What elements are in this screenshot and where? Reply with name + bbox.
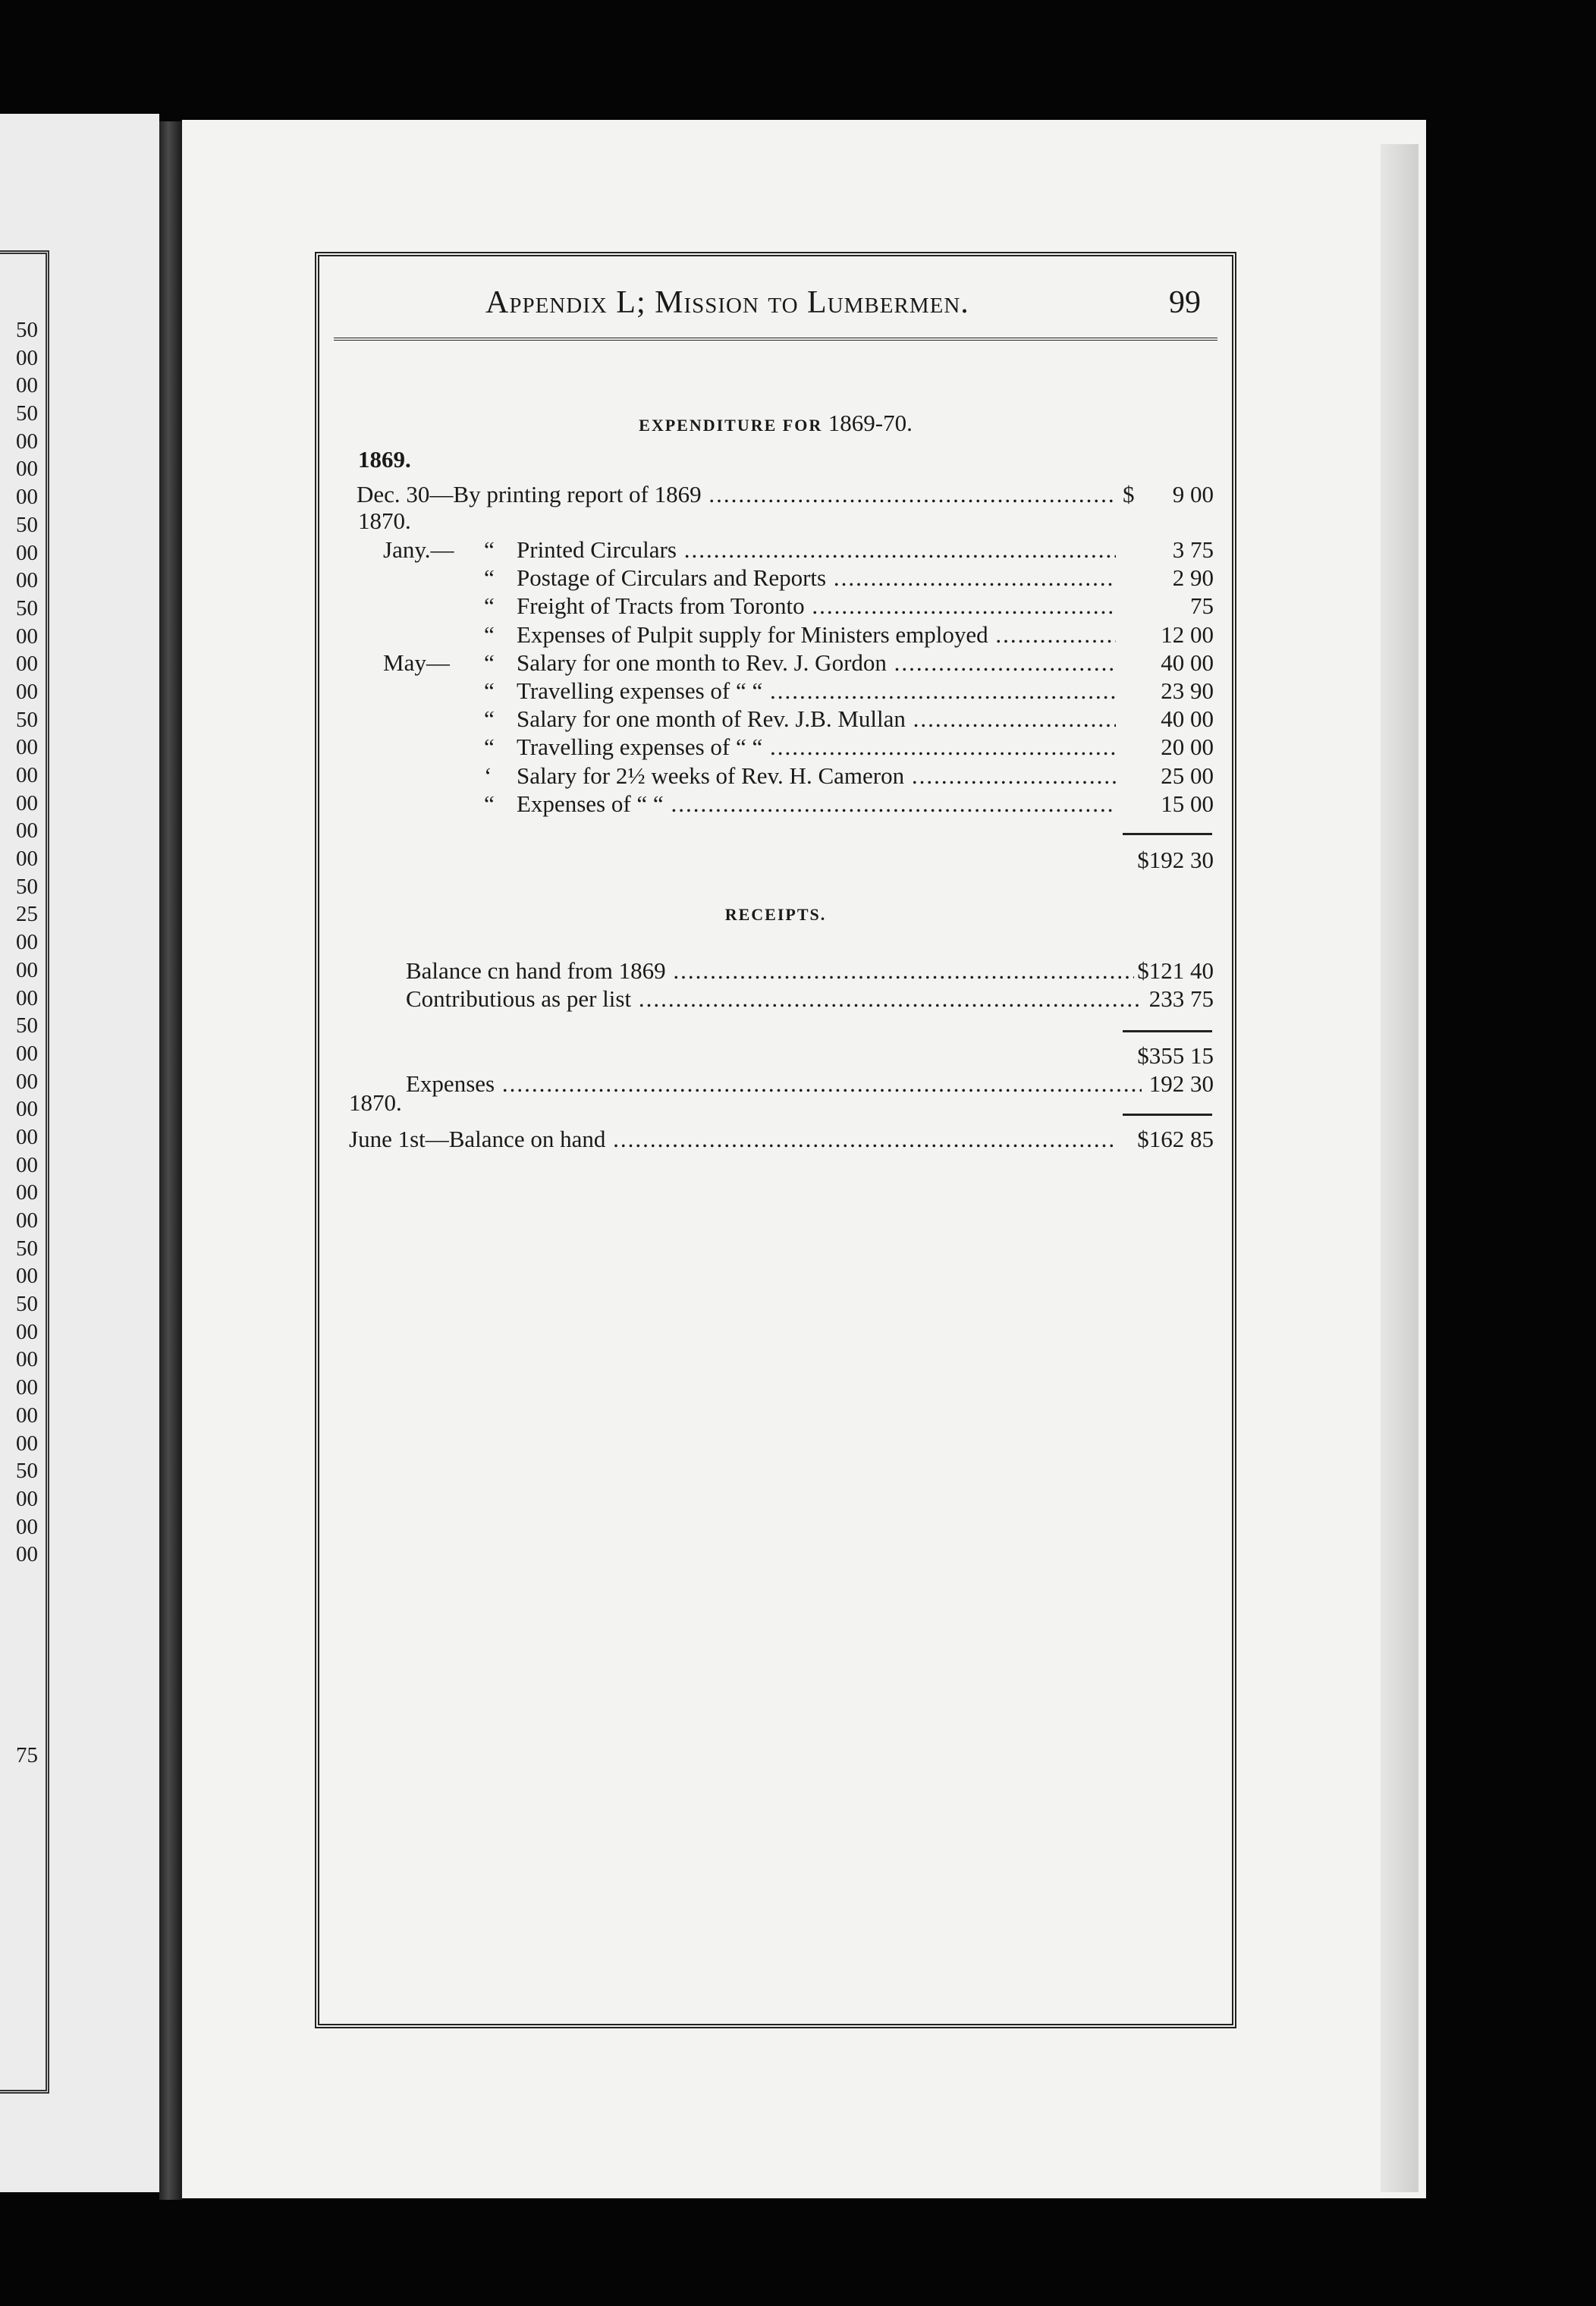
previous-page-amount: 00 bbox=[16, 457, 38, 482]
previous-page-amount: 00 bbox=[16, 568, 38, 593]
previous-page-amount: 00 bbox=[16, 1041, 38, 1066]
previous-page-amount-column bbox=[0, 316, 38, 1569]
expenditure-item-row bbox=[345, 649, 1214, 677]
previous-page-amount: 00 bbox=[16, 1514, 38, 1539]
expenditure-item-row bbox=[345, 705, 1214, 734]
expenditure-item-row bbox=[345, 620, 1214, 649]
currency-sign: $ bbox=[1123, 481, 1135, 507]
previous-page-amount: 00 bbox=[16, 1208, 38, 1233]
expenditure-item-date: May— bbox=[383, 649, 450, 676]
expenditure-item-description: Salary for one month to Rev. J. Gordon ..... bbox=[517, 649, 1116, 677]
receipts-heading: RECEIPTS. bbox=[724, 905, 827, 924]
previous-page-amount: 00 bbox=[16, 373, 38, 398]
book-gutter bbox=[159, 121, 182, 2200]
year-1870: 1870. bbox=[358, 507, 411, 534]
expenditure-item-description: Expenses of Pulpit supply for Ministers employed ..... bbox=[517, 620, 1116, 649]
receipts-contrib-label: Contributious as per list ..... bbox=[406, 985, 1142, 1013]
expenditure-item-row bbox=[345, 677, 1214, 705]
ditto-mark: ‘ bbox=[484, 762, 492, 789]
previous-page-total: 75 bbox=[16, 1743, 38, 1767]
receipts-contrib-amount: 233 75 bbox=[1148, 985, 1214, 1012]
previous-page-amount: 00 bbox=[16, 624, 38, 649]
previous-page-amount: 00 bbox=[16, 1347, 38, 1372]
expenditure-item-amount: 25 00 bbox=[1161, 762, 1214, 789]
previous-page-amount: 00 bbox=[16, 790, 38, 815]
previous-page-amount: 00 bbox=[16, 1486, 38, 1511]
receipts-subtotal-row bbox=[345, 1041, 1214, 1070]
running-head-title: Appendix L; Mission to Lumbermen. bbox=[485, 285, 969, 320]
expenditure-row-amount: 9 00 bbox=[1172, 481, 1214, 507]
receipts-balance-amount: $121 40 bbox=[1134, 957, 1214, 985]
previous-page-amount: 00 bbox=[16, 735, 38, 760]
expenditure-item-amount: 12 00 bbox=[1161, 620, 1214, 648]
previous-page-amount: 00 bbox=[16, 485, 38, 510]
total-rule bbox=[1123, 833, 1212, 835]
previous-page-amount: 00 bbox=[16, 679, 38, 704]
previous-page-amount: 00 bbox=[16, 1319, 38, 1344]
previous-page-amount: 00 bbox=[16, 957, 38, 982]
receipts-final-row bbox=[349, 1125, 1214, 1154]
previous-page-amount: 50 bbox=[16, 1236, 38, 1261]
ditto-mark: “ bbox=[484, 592, 495, 620]
ditto-mark: “ bbox=[484, 677, 495, 704]
expenditure-item-description: Printed Circulars ..... bbox=[517, 536, 1116, 564]
previous-page-amount: 00 bbox=[16, 1097, 38, 1122]
expenditure-item-row bbox=[345, 564, 1214, 592]
previous-page-amount: 00 bbox=[16, 1069, 38, 1094]
page-edge bbox=[1381, 144, 1418, 2192]
expenditure-item-row bbox=[345, 762, 1214, 790]
expenditure-total-row bbox=[345, 846, 1214, 875]
expenditure-item-description: Expenses of “ “ ..... bbox=[517, 790, 1116, 818]
expenditure-item-amount: 75 bbox=[1190, 592, 1214, 620]
receipts-balance-label: Balance cn hand from 1869 ..... bbox=[406, 957, 1164, 985]
previous-page-amount: 50 bbox=[16, 1459, 38, 1484]
expenditure-item-description: Salary for 2½ weeks of Rev. H. Cameron ..... bbox=[517, 762, 1116, 790]
expenditure-item-amount: 40 00 bbox=[1161, 649, 1214, 676]
expenditure-row-printing bbox=[345, 480, 1214, 509]
expenditure-item-description: Travelling expenses of “ “ ..... bbox=[517, 733, 1116, 762]
receipts-expenses-row bbox=[345, 1070, 1214, 1098]
previous-page-amount: 50 bbox=[16, 318, 38, 342]
previous-page-amount: 50 bbox=[16, 1292, 38, 1317]
previous-page-amount: 00 bbox=[16, 345, 38, 370]
previous-page-amount: 00 bbox=[16, 930, 38, 955]
balance-rule bbox=[1123, 1114, 1212, 1116]
previous-page-amount: 50 bbox=[16, 401, 38, 426]
receipts-balance-row bbox=[345, 957, 1214, 985]
previous-page-amount: 50 bbox=[16, 707, 38, 732]
previous-page-amount: 25 bbox=[16, 902, 38, 927]
ditto-mark: “ bbox=[484, 734, 495, 761]
receipts-subtotal: $355 15 bbox=[1137, 1042, 1214, 1069]
expenditure-item-row bbox=[345, 536, 1214, 564]
expenditure-item-description: Freight of Tracts from Toronto ..... bbox=[517, 592, 1116, 620]
ditto-mark: “ bbox=[484, 536, 495, 563]
receipts-contrib-row bbox=[345, 985, 1214, 1013]
previous-page-amount: 00 bbox=[16, 652, 38, 677]
ditto-mark: “ bbox=[484, 620, 495, 648]
year-1870-balance: 1870. bbox=[349, 1089, 402, 1116]
receipts-final-amount: $162 85 bbox=[1134, 1125, 1214, 1154]
expenditure-item-description: Salary for one month of Rev. J.B. Mullan ..... bbox=[517, 705, 1116, 734]
previous-page-amount: 00 bbox=[16, 763, 38, 787]
receipts-final-label: June 1st—Balance on hand ..... bbox=[349, 1125, 1115, 1154]
expenditure-item-row bbox=[345, 592, 1214, 620]
ditto-mark: “ bbox=[484, 564, 495, 592]
expenditure-item-description: Travelling expenses of “ “ ..... bbox=[517, 677, 1116, 705]
expenditure-item-amount: 40 00 bbox=[1161, 705, 1214, 733]
previous-page-amount: 00 bbox=[16, 1375, 38, 1400]
page-number: 99 bbox=[1169, 285, 1201, 320]
expenditure-item-amount: 23 90 bbox=[1161, 677, 1214, 704]
previous-page-amount: 00 bbox=[16, 818, 38, 844]
year-1869: 1869. bbox=[358, 446, 411, 473]
previous-page-amount: 50 bbox=[16, 595, 38, 620]
previous-page-amount: 00 bbox=[16, 429, 38, 454]
expenditure-item-amount: 2 90 bbox=[1172, 564, 1214, 592]
expenditure-total: $192 30 bbox=[1137, 847, 1214, 873]
previous-page-amount: 00 bbox=[16, 1431, 38, 1456]
expenditure-heading bbox=[334, 410, 1217, 437]
expenditure-item-amount: 15 00 bbox=[1161, 790, 1214, 817]
previous-page-amount: 00 bbox=[16, 1180, 38, 1205]
expenditure-row-description: Dec. 30—By printing report of 1869 ..... bbox=[357, 480, 1115, 509]
previous-page-amount: 50 bbox=[16, 1013, 38, 1038]
previous-page-amount: 00 bbox=[16, 1152, 38, 1177]
ditto-mark: “ bbox=[484, 790, 495, 817]
expenditure-heading-text: EXPENDITURE FOR bbox=[639, 416, 823, 435]
previous-page-amount: 00 bbox=[16, 1264, 38, 1289]
previous-page-amount: 00 bbox=[16, 1403, 38, 1428]
ditto-mark: “ bbox=[484, 649, 495, 676]
ditto-mark: “ bbox=[484, 705, 495, 733]
previous-page-amount: 50 bbox=[16, 874, 38, 899]
expenditure-item-row bbox=[345, 790, 1214, 818]
expenditure-heading-year: 1869-70. bbox=[828, 410, 913, 436]
running-head bbox=[334, 277, 1217, 341]
expenditure-item-amount: 20 00 bbox=[1161, 734, 1214, 761]
previous-page-amount: 00 bbox=[16, 985, 38, 1010]
expenditure-item-amount: 3 75 bbox=[1172, 536, 1214, 563]
expenditure-item-row bbox=[345, 733, 1214, 762]
subtotal-rule bbox=[1123, 1030, 1212, 1032]
previous-page-amount: 00 bbox=[16, 540, 38, 565]
previous-page-amount: 00 bbox=[16, 847, 38, 872]
previous-page-amount: 00 bbox=[16, 1124, 38, 1149]
expenditure-item-date: Jany.— bbox=[383, 536, 454, 563]
previous-page-amount: 50 bbox=[16, 512, 38, 537]
previous-page-amount: 00 bbox=[16, 1542, 38, 1567]
receipts-expenses-amount: 192 30 bbox=[1148, 1070, 1214, 1097]
expenditure-item-description: Postage of Circulars and Reports ..... bbox=[517, 564, 1116, 592]
receipts-expenses-label: Expenses ..... bbox=[406, 1070, 1142, 1098]
